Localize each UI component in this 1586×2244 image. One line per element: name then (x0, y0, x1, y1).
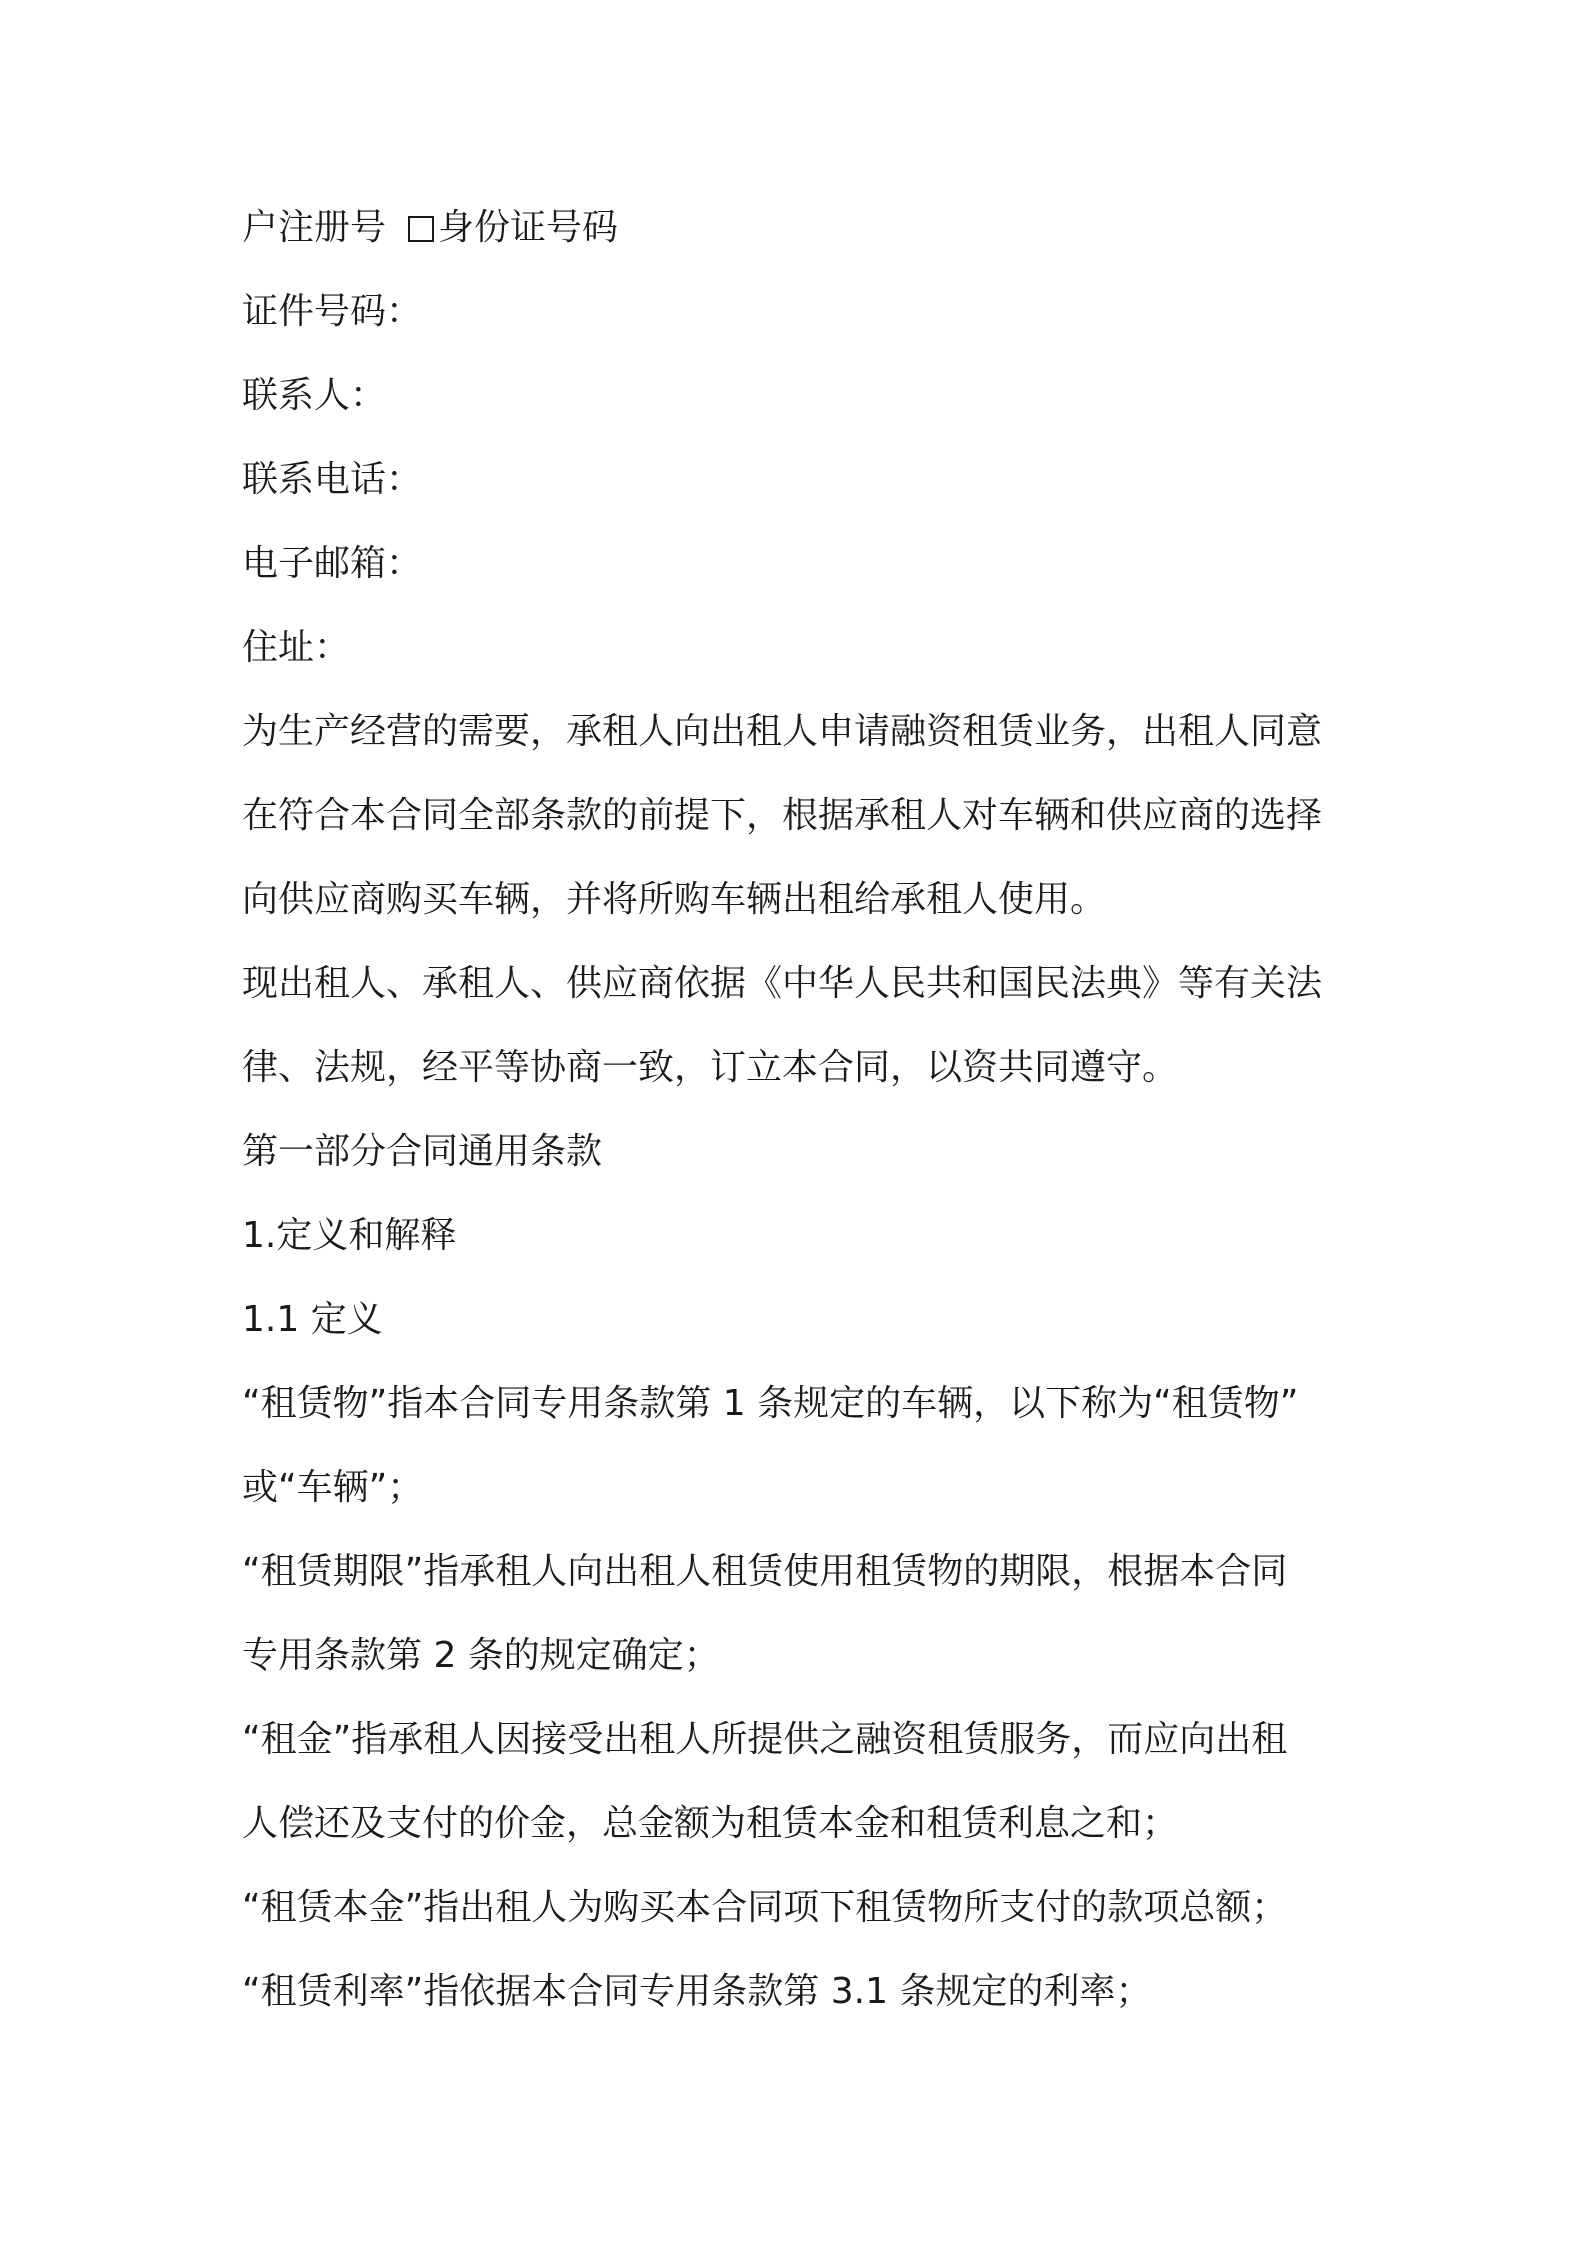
definition-line: “租赁本金”指出租人为购买本合同项下租赁物所支付的款项总额； (242, 1887, 1288, 1928)
id-number-label: 证件号码： (242, 291, 423, 332)
definition-line: “租金”指承租人因接受出租人所提供之融资租赁服务，而应向出租 (242, 1719, 1288, 1760)
contact-phone-label: 联系电话： (242, 459, 423, 500)
section-1-heading: 1.定义和解释 (242, 1215, 457, 1256)
definition-line: “租赁物”指本合同专用条款第 1 条规定的车辆，以下称为“租赁物” (242, 1383, 1299, 1424)
definition-line: “租赁期限”指承租人向出租人租赁使用租赁物的期限，根据本合同 (242, 1551, 1288, 1592)
section-1-1-heading: 1.1 定义 (242, 1299, 383, 1340)
id-type-label: 户注册号 (242, 207, 387, 248)
preamble-line: 在符合本合同全部条款的前提下，根据承租人对车辆和供应商的选择 (242, 795, 1323, 836)
address-label: 住址： (242, 627, 351, 668)
definition-line: “租赁利率”指依据本合同专用条款第 3.1 条规定的利率； (242, 1971, 1152, 2012)
legal-basis-line: 律、法规，经平等协商一致，订立本合同，以资共同遵守。 (242, 1047, 1179, 1088)
preamble-line: 为生产经营的需要，承租人向出租人申请融资租赁业务，出租人同意 (242, 711, 1323, 752)
contact-person-label: 联系人： (242, 375, 387, 416)
legal-basis-line: 现出租人、承租人、供应商依据《中华人民共和国民法典》等有关法 (242, 963, 1323, 1004)
definition-line: 人偿还及支付的价金，总金额为租赁本金和租赁利息之和； (242, 1803, 1179, 1844)
email-label: 电子邮箱： (242, 543, 423, 584)
definition-line: 专用条款第 2 条的规定确定； (242, 1635, 720, 1676)
id-type-row (242, 186, 1362, 270)
id-card-checkbox[interactable] (408, 216, 434, 242)
id-type-option: 身份证号码 (438, 207, 619, 248)
preamble-line: 向供应商购买车辆，并将所购车辆出租给承租人使用。 (242, 879, 1107, 920)
definition-line: 或“车辆”； (242, 1467, 424, 1508)
part-one-title: 第一部分合同通用条款 (242, 1131, 603, 1172)
